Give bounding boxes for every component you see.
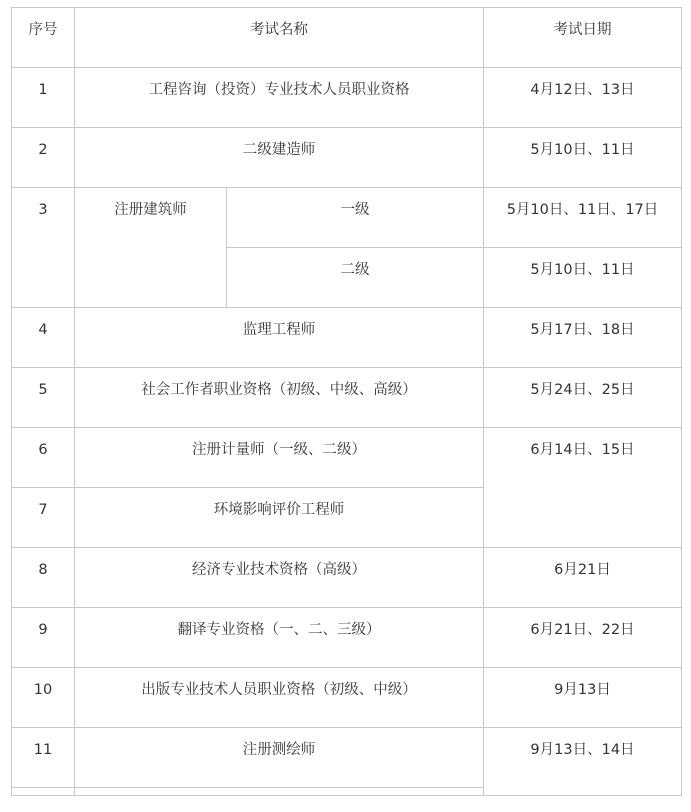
row-seq: 2: [12, 128, 75, 188]
row-date: 6月21日: [484, 548, 682, 608]
row-name: 注册建筑师: [75, 188, 227, 308]
row-date: 9月13日: [484, 668, 682, 728]
header-row: [12, 8, 682, 68]
row-seq-partial: [12, 788, 75, 796]
table-row: [12, 428, 682, 488]
row-name-partial: [75, 788, 484, 796]
table-row: [12, 128, 682, 188]
row-date: 6月14日、15日: [484, 428, 682, 548]
row-date: 5月10日、11日、17日: [484, 188, 682, 248]
header-date: 考试日期: [484, 8, 682, 68]
header-seq: 序号: [12, 8, 75, 68]
row-seq: 8: [12, 548, 75, 608]
row-name: 注册计量师（一级、二级）: [75, 428, 484, 488]
table-row: [12, 668, 682, 728]
row-name: 工程咨询（投资）专业技术人员职业资格: [75, 68, 484, 128]
row-name: 注册测绘师: [75, 728, 484, 788]
row-sublevel: 一级: [227, 188, 484, 248]
row-name: 环境影响评价工程师: [75, 488, 484, 548]
row-name: 监理工程师: [75, 308, 484, 368]
table-row: [12, 548, 682, 608]
row-name: 出版专业技术人员职业资格（初级、中级）: [75, 668, 484, 728]
row-seq: 11: [12, 728, 75, 788]
row-date: 5月17日、18日: [484, 308, 682, 368]
table-row: [12, 308, 682, 368]
row-date: 6月21日、22日: [484, 608, 682, 668]
table-row: [12, 188, 682, 248]
row-seq: 5: [12, 368, 75, 428]
row-date: 5月10日、11日: [484, 248, 682, 308]
row-seq: 3: [12, 188, 75, 308]
row-date: 5月24日、25日: [484, 368, 682, 428]
row-date: 5月10日、11日: [484, 128, 682, 188]
header-name: 考试名称: [75, 8, 484, 68]
row-name: 翻译专业资格（一、二、三级）: [75, 608, 484, 668]
row-date: 4月12日、13日: [484, 68, 682, 128]
row-name: 社会工作者职业资格（初级、中级、高级）: [75, 368, 484, 428]
table-row: [12, 68, 682, 128]
table-row: [12, 608, 682, 668]
row-seq: 4: [12, 308, 75, 368]
table-row: [12, 368, 682, 428]
table-row: [12, 728, 682, 788]
row-seq: 10: [12, 668, 75, 728]
row-seq: 1: [12, 68, 75, 128]
row-seq: 7: [12, 488, 75, 548]
row-date: 9月13日、14日: [484, 728, 682, 796]
row-seq: 6: [12, 428, 75, 488]
row-seq: 9: [12, 608, 75, 668]
row-name: 二级建造师: [75, 128, 484, 188]
exam-schedule-table: [11, 7, 682, 796]
row-sublevel: 二级: [227, 248, 484, 308]
row-name: 经济专业技术资格（高级）: [75, 548, 484, 608]
